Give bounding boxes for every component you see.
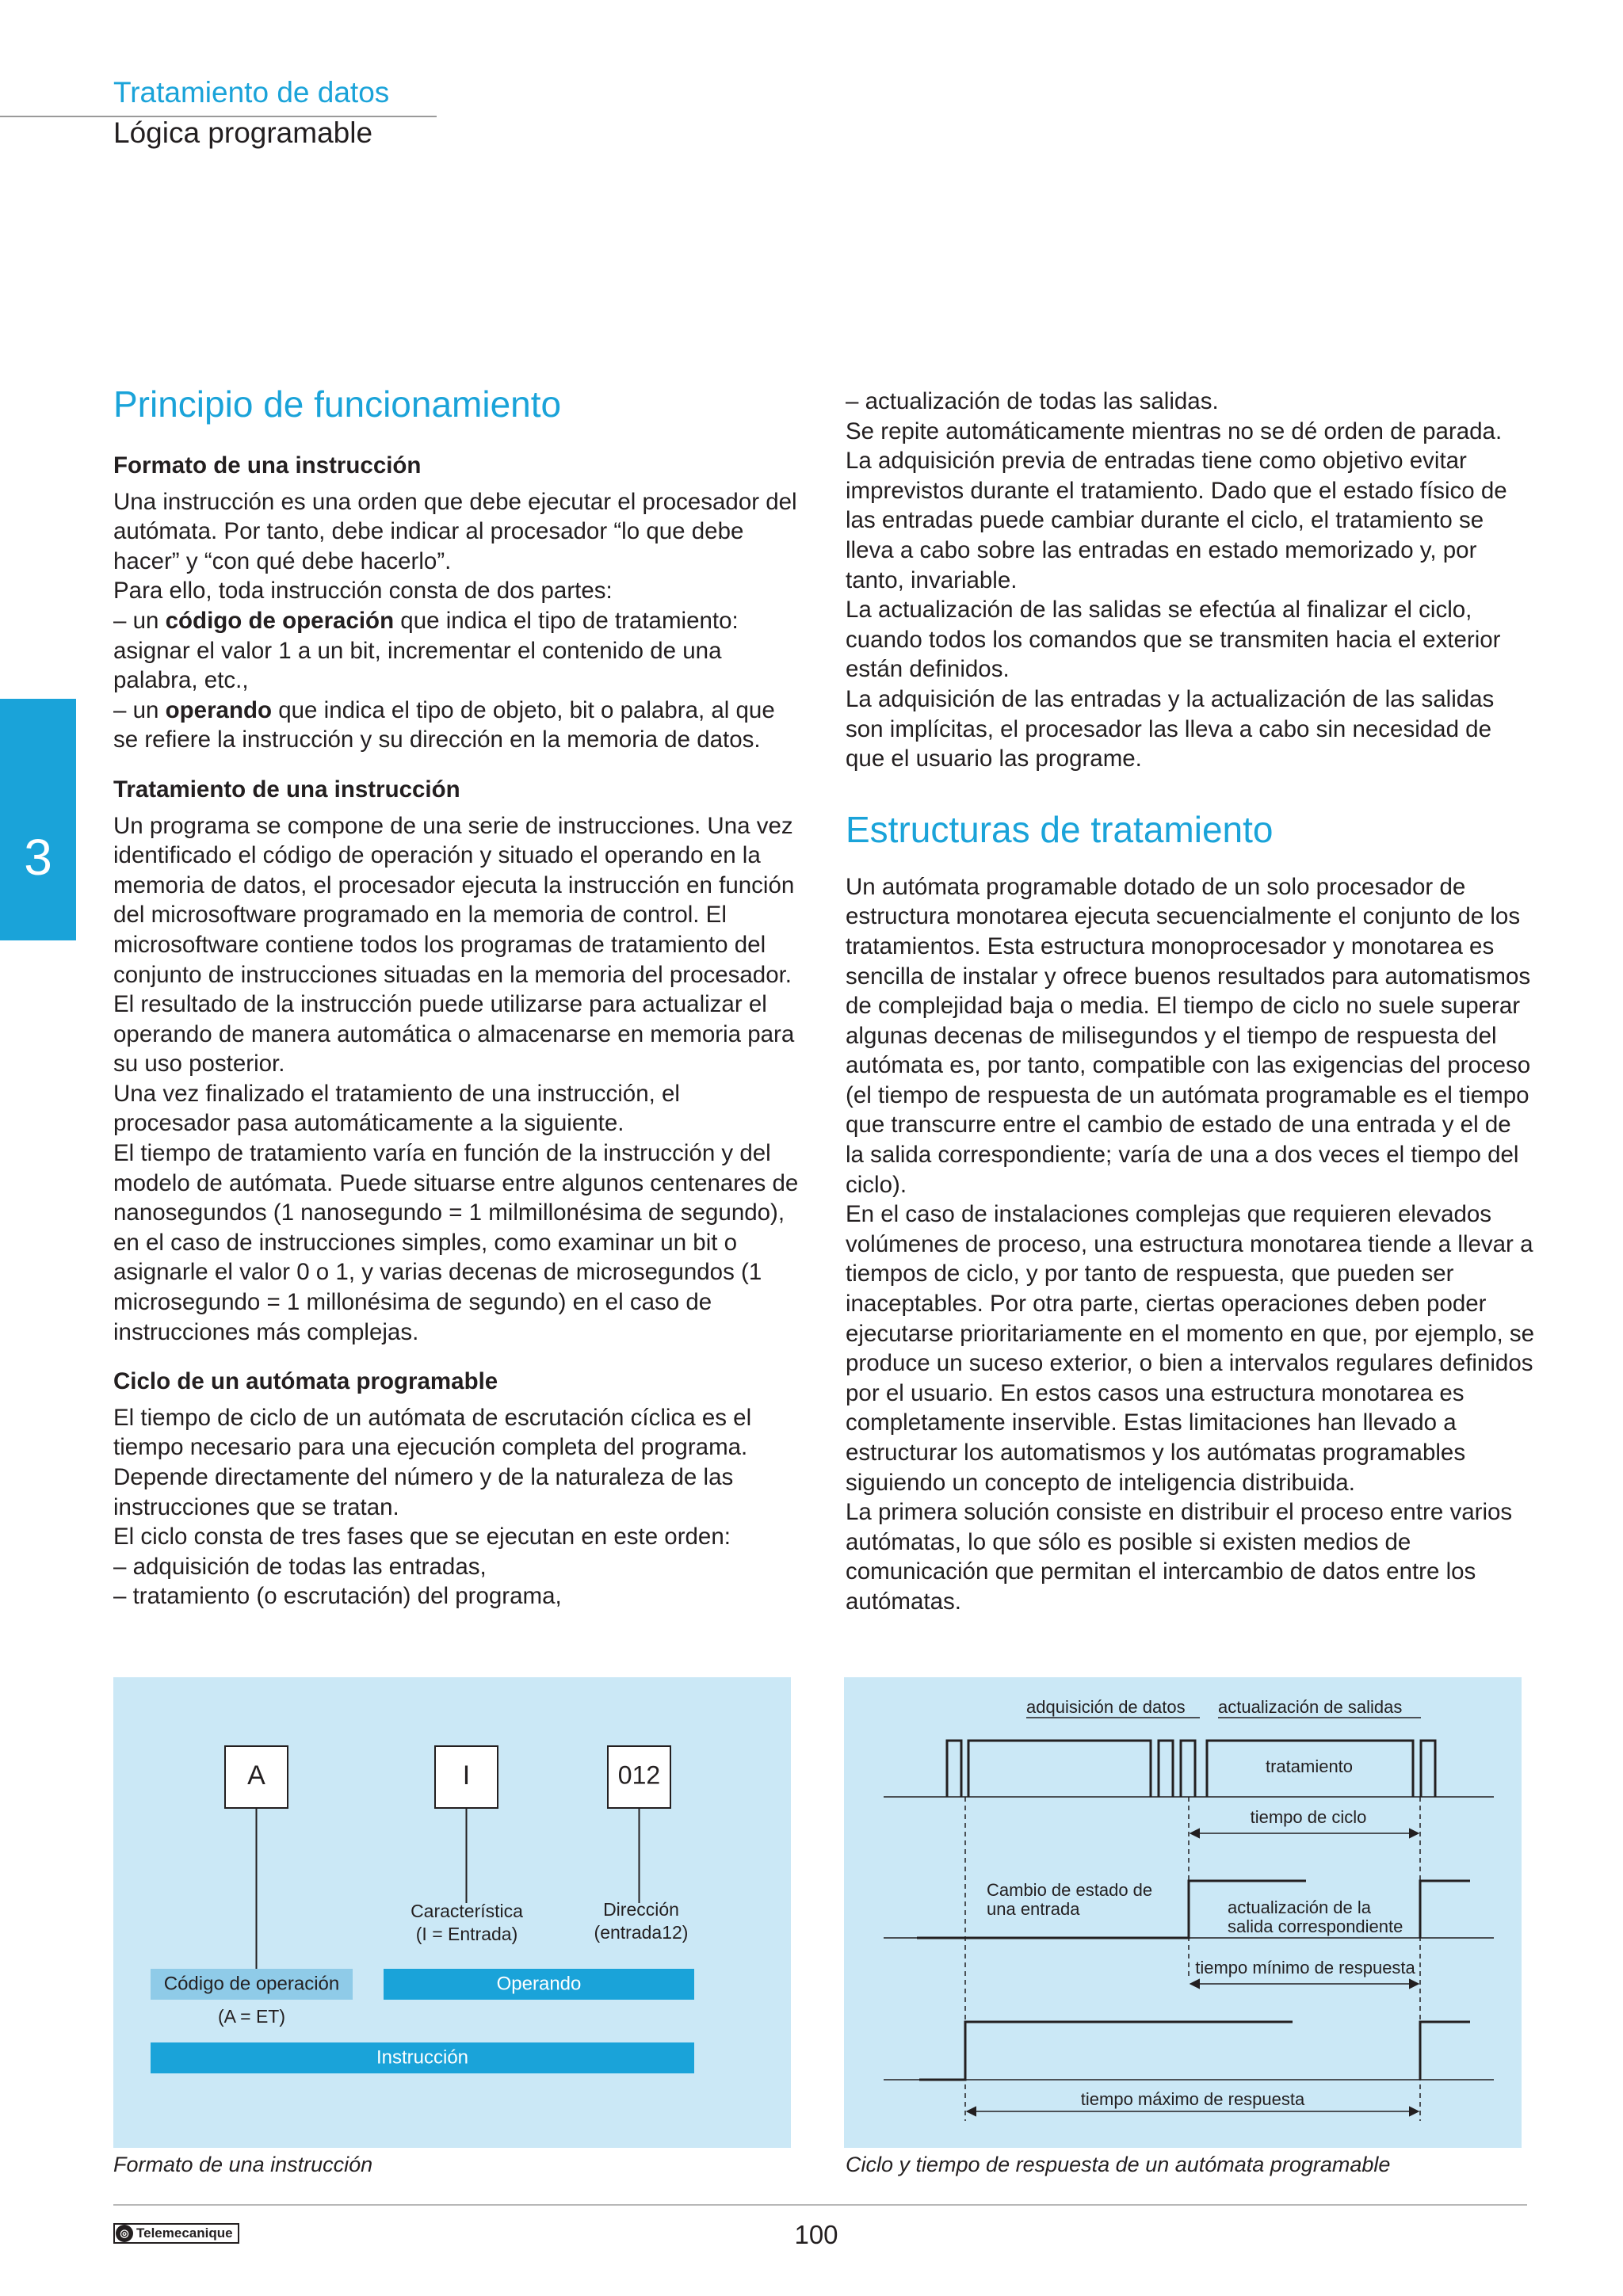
paragraph: Una instrucción es una orden que debe ejecutar el procesador del autómata. Por tanto, debe indicar al procesador “lo que debe hacer” y “con qué debe hacerlo”.: [113, 488, 797, 574]
cambio-label: Cambio de estado de: [987, 1880, 1153, 1900]
list-item: – actualización de todas las salidas.: [846, 388, 1219, 414]
codigo-sub: (A = ET): [218, 2006, 285, 2027]
section-heading-estructuras: Estructuras de tratamiento: [846, 808, 1274, 850]
adquisicion-label: adquisición de datos: [1026, 1697, 1186, 1717]
actualizacion-salida-label: actualización de la: [1228, 1897, 1372, 1917]
paragraph: En el caso de instalaciones complejas que requieren elevados volúmenes de proceso, una estructura monotarea tiende a llevar a tiempos de ciclo, y por tanto de respuesta, que pueden ser inaceptables. Por otra parte, ciertas operaciones deben poder ejecutarse prioritariamente en el momento en que, por ejemplo, se produce un suceso exterior, o bien a intervalos regulares definidos por el usuario. En estos casos una estructura monotarea es completamente inservible. Estas limitaciones han llevado a estructurar los automatismos y los autómatas programables siguiendo un concepto de inteligencia distribuida.: [846, 1201, 1535, 1496]
box-i-label: I: [462, 1760, 471, 1791]
direccion-label: Dirección: [603, 1899, 679, 1920]
footer-divider: [113, 2204, 1527, 2206]
heading-tratamiento: Tratamiento de una instrucción: [113, 776, 460, 803]
telemecanique-logo-icon: ◎: [116, 2225, 133, 2242]
tiempo-minimo-label: tiempo mínimo de respuesta: [1195, 1958, 1415, 1978]
max-output-signal: [1420, 2022, 1470, 2080]
right-column: [846, 387, 1535, 1617]
paragraph: La adquisición de las entradas y la actualización de las salidas son implícitas, el procesador las lleva a cabo sin necesidad de que el usuario las programe.: [846, 685, 1495, 772]
box-a-label: A: [247, 1760, 265, 1791]
paragraph: La adquisición previa de entradas tiene como objetivo evitar imprevistos durante el tratamiento. Dado que el estado físico de las entradas puede cambiar durante el ciclo, el tratamiento se lleva a cabo sobre las entradas en estado memorizado y, por tanto, invariable.: [846, 448, 1507, 593]
page-number: 100: [794, 2220, 838, 2249]
paragraph: El tiempo de tratamiento varía en función de la instrucción y del modelo de autómata. Puede situarse entre algunos centenares de nanosegundos (1 nanosegundo = 1 milmillonésima de segundo), en el caso de instrucciones simples, como examinar un bit o asignarle el valor 0 o 1, y varias decenas de microsegundos (1 microsegundo = 1 millonésima de segundo) en el caso de instrucciones más complejas.: [113, 1140, 799, 1345]
paragraph: El tiempo de ciclo de un autómata de escrutación cíclica es el tiempo necesario para una ejecución completa del programa. Depende directamente del número y de la naturaleza de las instrucciones que se tratan.: [113, 1404, 752, 1520]
paragraph: La primera solución consiste en distribuir el proceso entre varios autómatas, lo que sólo es posible si existen medios de comunicación que permitan el intercambio de datos entre los autómatas.: [846, 1499, 1513, 1615]
paragraph: Una vez finalizado el tratamiento de una instrucción, el procesador pasa automáticamente a la siguiente.: [113, 1080, 680, 1137]
figure-caption-instruction: Formato de una instrucción: [113, 2153, 373, 2176]
cycle-pulses: [947, 1741, 1435, 1797]
heading-formato: Formato de una instrucción: [113, 452, 422, 479]
subsection-title: Lógica programable: [113, 116, 373, 149]
instruccion-label: Instrucción: [376, 2046, 469, 2069]
list-item: – un operando que indica el tipo de objeto, bit o palabra, al que se refiere la instrucción y su dirección en la memoria de datos.: [113, 696, 775, 753]
chapter-tab: [0, 699, 76, 940]
chapter-number: 3: [24, 829, 52, 886]
list-item: – adquisición de todas las entradas,: [113, 1553, 487, 1580]
direccion-sub: (entrada12): [594, 1922, 689, 1943]
actualizacion-label: actualización de salidas: [1218, 1697, 1403, 1717]
brand-logo: [113, 2223, 239, 2244]
section-heading-principio: Principio de funcionamiento: [113, 383, 562, 425]
instruction-format-diagram: [113, 1677, 791, 2148]
box-address-label: 012: [617, 1760, 661, 1790]
max-input-signal: [919, 2022, 1293, 2080]
codigo-label: Código de operación: [163, 1973, 340, 1995]
tiempo-ciclo-label: tiempo de ciclo: [1250, 1807, 1367, 1827]
list-item: – un código de operación que indica el tipo de tratamiento: asignar el valor 1 a un bit, incrementar el contenido de una palabra, etc.,: [113, 607, 739, 694]
tratamiento-label: tratamiento: [1265, 1756, 1354, 1776]
operando-label: Operando: [496, 1973, 582, 1995]
paragraph: Para ello, toda instrucción consta de dos partes:: [113, 578, 613, 605]
heading-ciclo: Ciclo de un autómata programable: [113, 1368, 498, 1395]
figure-instruction-format: [113, 1677, 791, 2148]
figure-caption-cycle: Ciclo y tiempo de respuesta de un autómata programable: [846, 2153, 1391, 2176]
left-column: [113, 382, 799, 1611]
section-title: Tratamiento de datos: [113, 76, 390, 109]
brand-logo-text: Telemecanique: [136, 2225, 233, 2241]
cambio-label-2: una entrada: [987, 1899, 1080, 1919]
caracteristica-label: Característica: [411, 1901, 523, 1921]
paragraph: El ciclo consta de tres fases que se ejecutan en este orden:: [113, 1524, 731, 1550]
paragraph: Se repite automáticamente mientras no se dé orden de parada.: [846, 418, 1503, 444]
actualizacion-salida-label-2: salida correspondiente: [1228, 1917, 1403, 1936]
cycle-timing-diagram: [844, 1677, 1522, 2148]
figure-cycle-timing: [844, 1677, 1522, 2148]
tiempo-maximo-label: tiempo máximo de respuesta: [1080, 2089, 1305, 2109]
caracteristica-sub: (I = Entrada): [415, 1924, 518, 1944]
paragraph: La actualización de las salidas se efectúa al finalizar el ciclo, cuando todos los comandos que se transmiten hacia el exterior están definidos.: [846, 597, 1501, 683]
list-item: – tratamiento (o escrutación) del programa,: [113, 1583, 562, 1610]
paragraph: Un programa se compone de una serie de instrucciones. Una vez identificado el código de operación y situado el operando en la memoria de datos, el procesador ejecuta la instrucción en función del microsoftware programado en la memoria de control. El microsoftware contiene todos los programas de tratamiento del conjunto de instrucciones situadas en la memoria del procesador. El resultado de la instrucción puede utilizarse para actualizar el operando de manera automática o almacenarse en memoria para su uso posterior.: [113, 812, 795, 1077]
paragraph: Un autómata programable dotado de un solo procesador de estructura monotarea ejecuta secuencialmente el conjunto de los tratamientos. Esta estructura monoprocesador y monotarea es sencilla de instalar y ofrece buenos resultados para automatismos de complejidad baja o media. El tiempo de ciclo no suele superar algunas decenas de milisegundos y el tiempo de respuesta del autómata es, por tanto, compatible con las exigencias del proceso (el tiempo de respuesta de un autómata programable es el tiempo que transcurre entre el cambio de estado de una entrada y el de la salida correspondiente; varía de una a dos veces el tiempo del ciclo).: [846, 873, 1531, 1198]
output-signal-min: [1420, 1881, 1470, 1938]
